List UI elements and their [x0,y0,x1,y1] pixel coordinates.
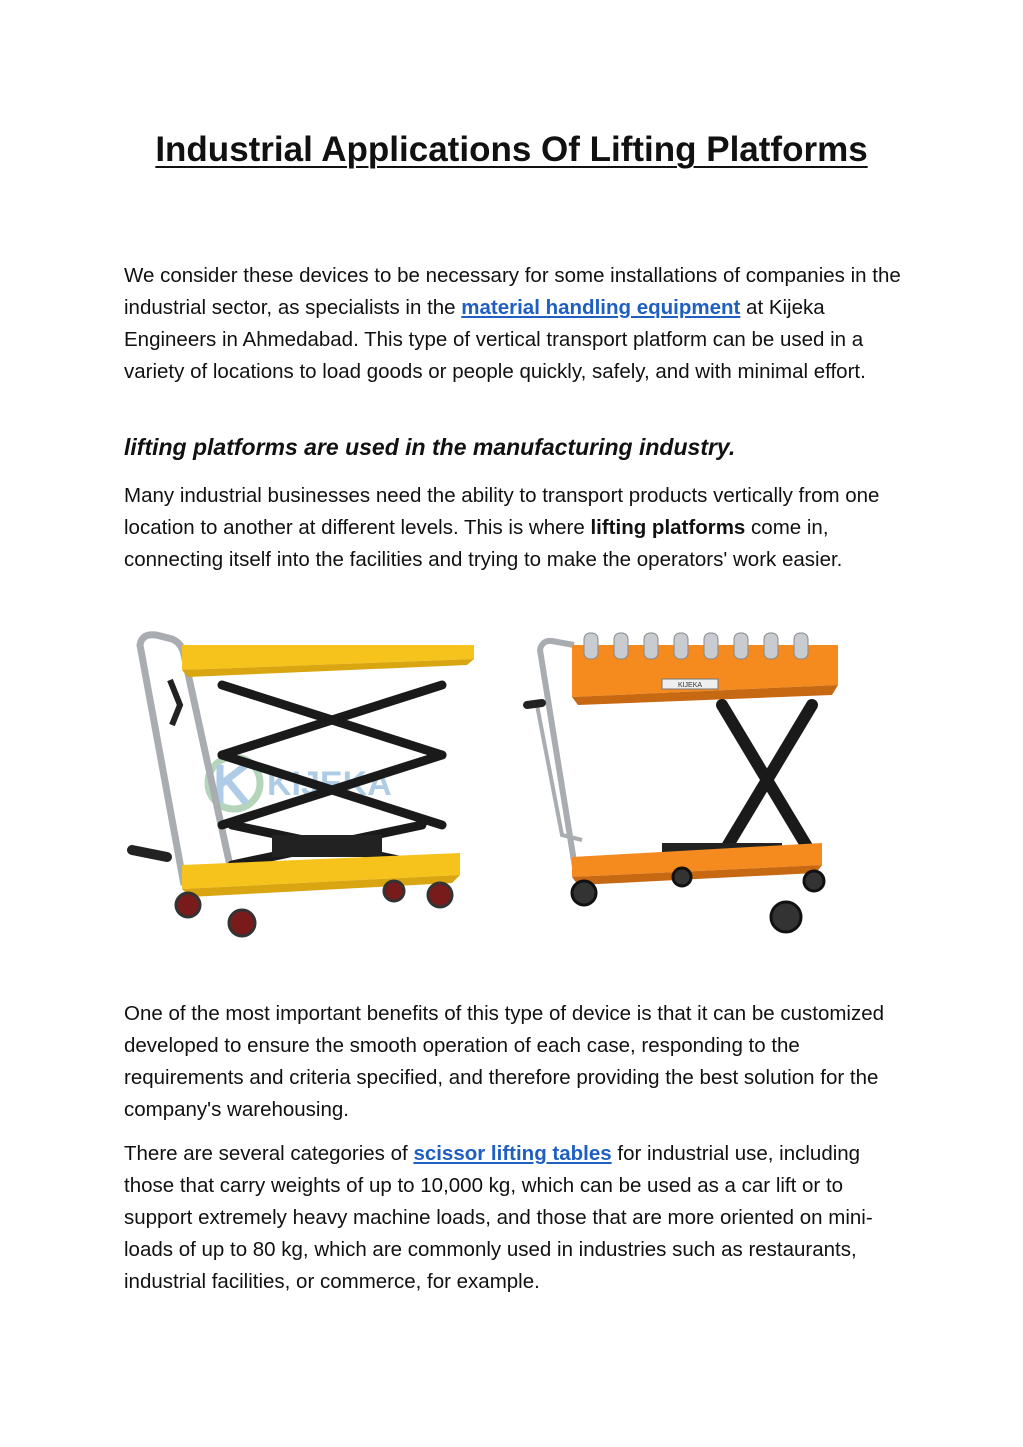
categories-text-end: for industrial use, including those that carry weights of up to 10,000 kg, which can be used as a car lift or to support extremely heavy machine loads, and those that are more oriented on mini-loads of up to 80 kg, which are commonly used in industries such as restaurants, industrial facilities, or commerce, for example. [124,1142,873,1293]
categories-paragraph [124,1138,914,1298]
manufacturing-paragraph [124,480,914,576]
section-subheading: lifting platforms are used in the manufacturing industry. [124,434,736,460]
intro-paragraph [124,260,914,388]
scissor-lifting-tables-link[interactable]: scissor lifting tables [413,1142,612,1165]
page-title-text: Industrial Applications Of Lifting Platforms [155,130,868,169]
roller-table-plate: KIJEKA [677,682,703,689]
intro-text-start: We consider these devices to be necessary for some installations of companies in the industrial sector, as specialists in the [124,264,901,319]
intro-text-end: at Kijeka Engineers in Ahmedabad. This type of vertical transport platform can be used in a variety of locations to load goods or people quickly, safely, and with minimal effort. [124,296,866,383]
material-handling-link[interactable]: material handling equipment [461,296,741,319]
page-title [0,126,1023,174]
benefits-paragraph: One of the most important benefits of this type of device is that it can be customized developed to ensure the smooth operation of each case, responding to the requirements and criteria specified, and therefore providing the best solution for the company's warehousing. [124,1002,885,1121]
manufacturing-text-end: come in, connecting itself into the facilities and trying to make the operators' work easier. [124,516,843,571]
yellow-lift-table-image [122,625,482,960]
orange-roller-lift-table-icon [522,625,842,945]
orange-lift-table-image [522,625,842,950]
categories-text-start: There are several categories of [124,1142,414,1165]
lifting-platforms-bold: lifting platforms [590,516,746,539]
watermark-text: KIJEKA [267,765,392,803]
yellow-scissor-lift-table-icon [122,625,482,955]
manufacturing-text-start: Many industrial businesses need the ability to transport products vertically from one location to another at different levels. This is where [124,484,880,539]
